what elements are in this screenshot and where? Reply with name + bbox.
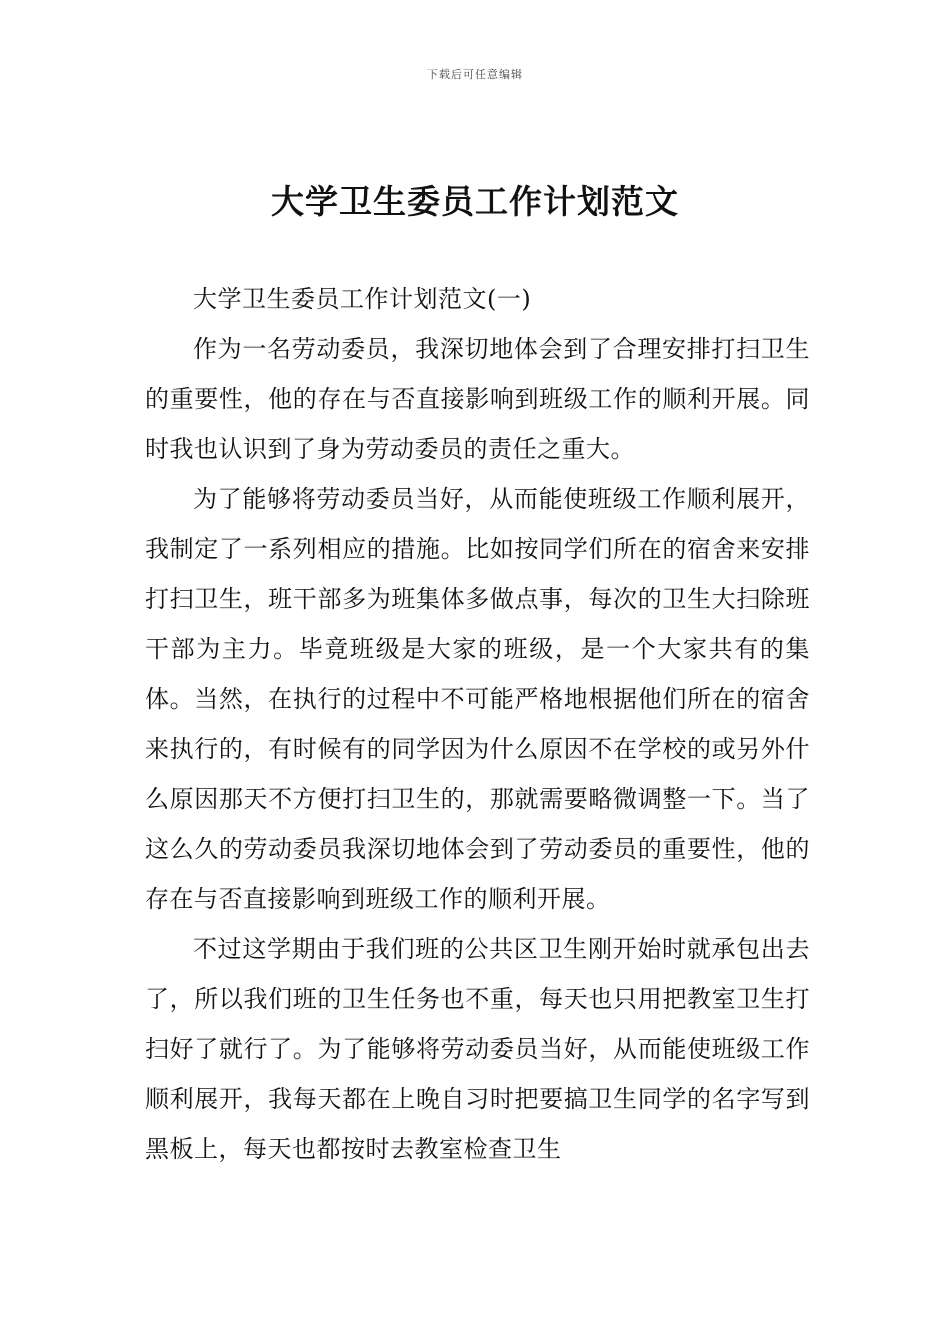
section-heading: 大学卫生委员工作计划范文(一) — [193, 285, 532, 313]
paragraph: 为了能够将劳动委员当好，从而能使班级工作顺利展开，我制定了一系列相应的措施。比如按同学们所在的宿舍来安排打扫卫生，班干部多为班集体多做点事，每次的卫生大扫除班干部为主力。毕竟班级是大家的班级，是一个大家共有的集体。当然，在执行的过程中不可能严格地根据他们所在的宿舍来执行的，有时候有的同学因为什么原因不在学校的或另外什么原因那天不方便打扫卫生的，那就需要略微调整一下。当了这么久的劳动委员我深切地体会到了劳动委员的重要性，他的存在与否直接影响到班级工作的顺利开展。 — [145, 485, 810, 913]
document-title: 大学卫生委员工作计划范文 — [271, 182, 679, 221]
paragraph: 作为一名劳动委员，我深切地体会到了合理安排打扫卫生的重要性，他的存在与否直接影响到班级工作的顺利开展。同时我也认识到了身为劳动委员的责任之重大。 — [145, 335, 810, 463]
document-body — [145, 274, 810, 1174]
header-note: 下载后可任意编辑 — [427, 68, 523, 81]
paragraph: 不过这学期由于我们班的公共区卫生刚开始时就承包出去了，所以我们班的卫生任务也不重，每天也只用把教室卫生打扫好了就行了。为了能够将劳动委员当好，从而能使班级工作顺利展开，我每天都在上晚自习时把要搞卫生同学的名字写到黑板上，每天也都按时去教室检查卫生 — [145, 935, 810, 1163]
